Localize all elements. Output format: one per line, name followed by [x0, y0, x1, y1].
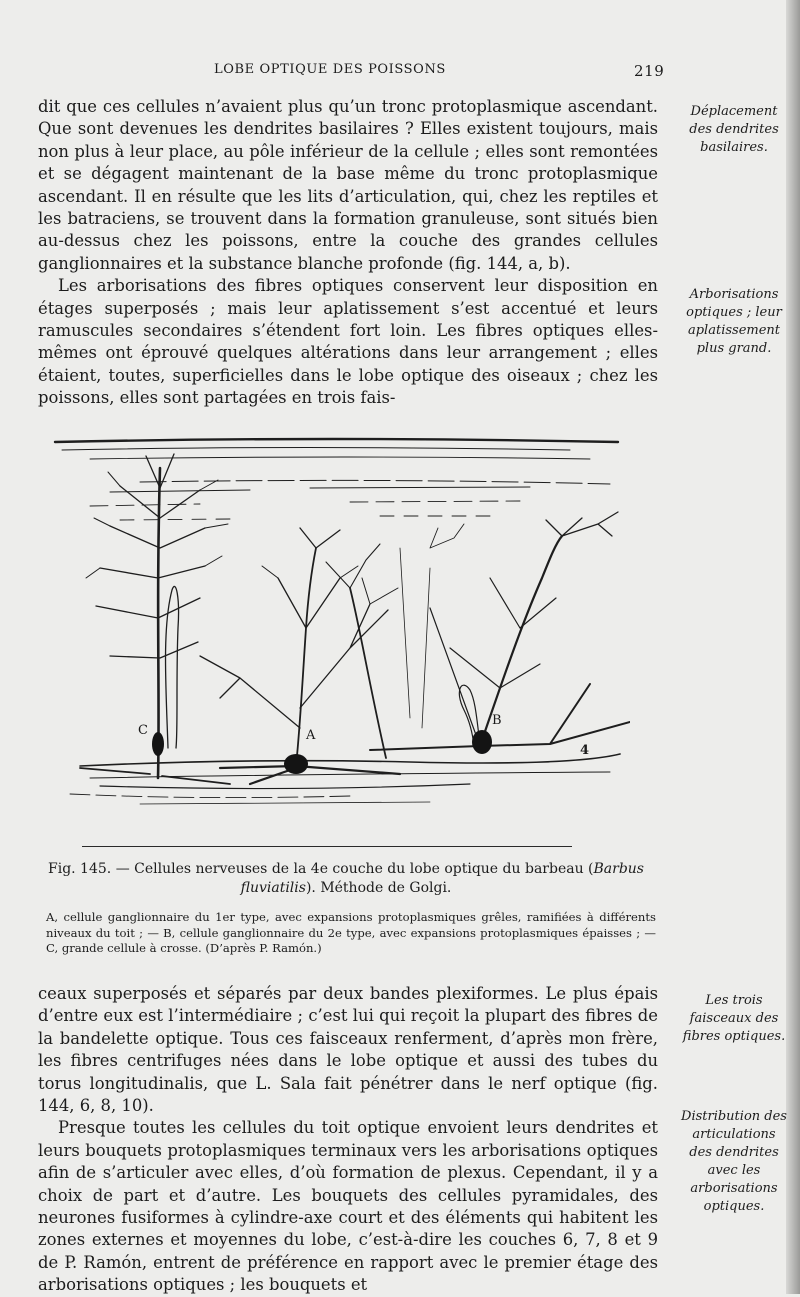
- label-c: C: [138, 723, 148, 738]
- paragraph-faisceaux: ceaux superposés et séparés par deux bandes plexiformes. Le plus épais d’entre eux est l’intermédiaire ; c’est lui qui reçoit la plupart des fibres de la bandelette optique. Tous ces faisceaux renferment, d’après mon frère, les fibres centrifuges nées dans le lobe optique et aussi des tubes du torus longitudinalis, que L. Sala fait pénétrer dans le nerf optique (fig. 144, 6, 8, 10).: [38, 984, 658, 1116]
- paragraph-distribution: Presque toutes les cellules du toit optique envoient leurs dendrites et leurs bouquets protoplasmiques terminaux vers les arborisations optiques afin de s’articuler avec elles, d’où formation de plexus. Cependant, il y a choix de part et d’autre. Les bouquets des cellules pyramidales, des neurones fusiformes à cylindre-axe court et des éléments qui habitent les zones externes et moyennes du lobe, c’est-à-dire les couches 6, 7, 8 et 9 de P. Ramón, entrent de préférence en rapport avec le premier étage des arborisations optiques ; les bouquets et: [38, 1118, 658, 1295]
- figure-145: [50, 428, 630, 848]
- figure-legend-text: A, cellule ganglionnaire du 1er type, avec expansions protoplasmiques grêles, ramifiées à différents niveaux du toit ; — B, cellule ganglionnaire du 2e type, avec expansions protoplasmiques épaisses ; — C, grande cellule à crosse. (D’après P. Ramón.): [46, 910, 656, 956]
- figure-caption: [36, 860, 656, 898]
- margin-note-distribution: Distribution des articulations des dendrites avec les arborisations optiques.: [681, 1109, 787, 1214]
- caption-species: Barbus fluviatilis: [240, 861, 644, 896]
- body-text-top: [38, 96, 658, 410]
- label-4: 4: [580, 743, 590, 758]
- figure-number: Fig. 145.: [48, 861, 112, 877]
- page-number: 219: [634, 62, 665, 80]
- label-a: A: [306, 728, 316, 743]
- label-b: B: [492, 713, 502, 728]
- paragraph-arborisations: Les arborisations des fibres optiques conservent leur disposition en étages superposés ; mais leur aplatissement s’est accentué et leurs ramuscules secondaires s’étendent fort loin. Les fibres optiques elles-mêmes ont éprouvé quelques altérations dans leur arrangement ; elles étaient, toutes, superficielles dans le lobe optique des oiseaux ; chez les poissons, elles sont partagées en trois fais-: [38, 276, 658, 408]
- caption-text-before: — Cellules nerveuses de la 4e couche du lobe optique du barbeau (: [115, 861, 594, 877]
- figure-legend: [36, 910, 656, 957]
- body-text-bottom: [38, 983, 658, 1297]
- margin-note-arborisations: Arborisations optiques ; leur aplatissement plus grand.: [686, 287, 782, 356]
- figure-rule: [82, 846, 572, 847]
- page-edge-shadow: [786, 0, 800, 1294]
- golgi-neuron-drawing: [50, 428, 630, 848]
- paragraph-dendrites: dit que ces cellules n’avaient plus qu’un tronc protoplasmique ascendant. Que sont devenues les dendrites basilaires ? Elles existent toujours, mais non plus à leur place, au pôle inférieur de la cellule ; elles sont remontées et se dégagent maintenant de la base même du tronc protoplasmique ascendant. Il en résulte que les lits d’articulation, qui, chez les reptiles et les batraciens, se trouvent dans la formation granuleuse, sont situés bien au-dessus chez les poissons, entre la couche des grandes cellules ganglionnaires et la substance blanche profonde (fig. 144, a, b).: [38, 97, 658, 273]
- running-header: [0, 62, 800, 84]
- running-title: LOBE OPTIQUE DES POISSONS: [214, 62, 446, 77]
- margin-note-faisceaux: Les trois faisceaux des fibres optiques.: [682, 993, 786, 1044]
- caption-text-after: ). Méthode de Golgi.: [305, 880, 452, 896]
- margin-note-dendrites: Déplacement des dendrites basilaires.: [689, 104, 779, 155]
